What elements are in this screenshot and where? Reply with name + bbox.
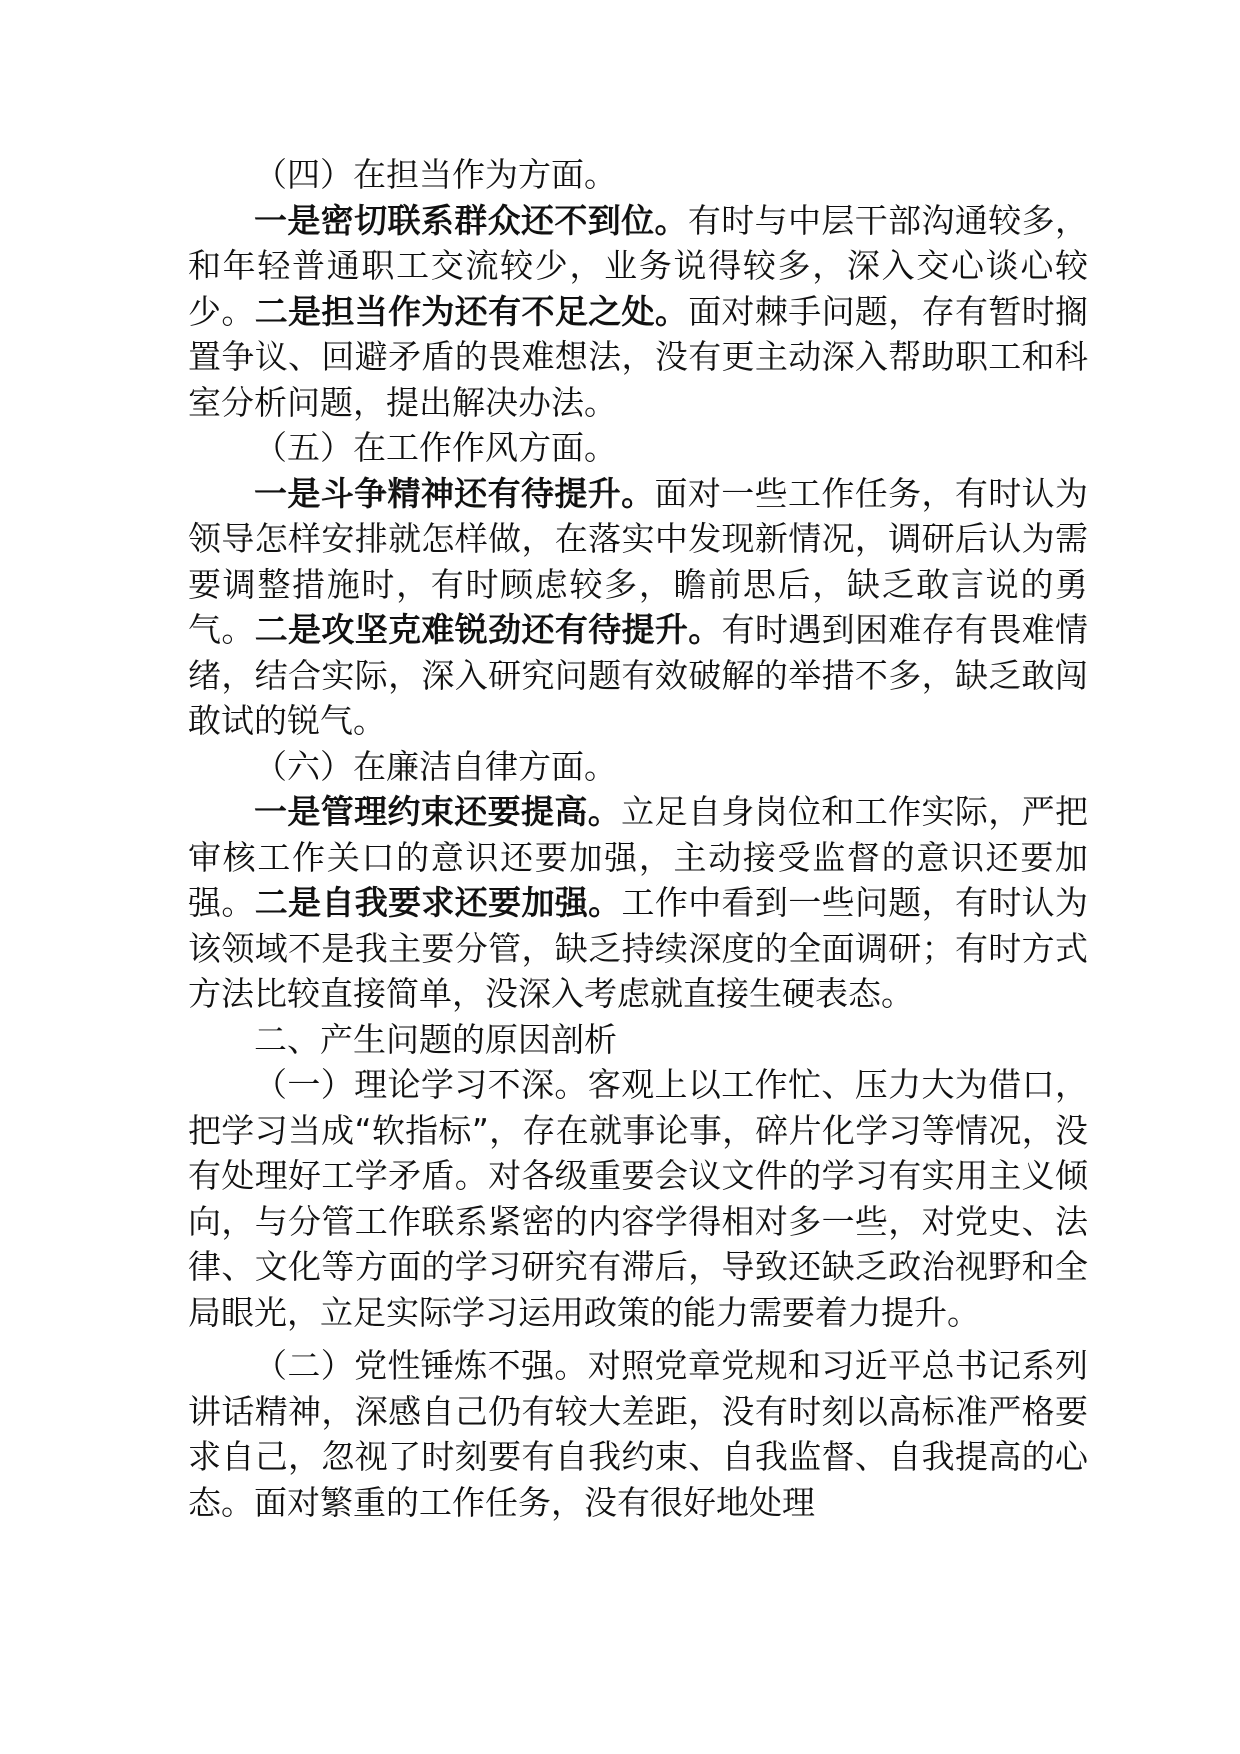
bold-heading-text: 一是密切联系群众还不到位。 bbox=[254, 200, 688, 240]
body-text: 工作中看到一些问题，有时认为该领域不是我主要分管，缺乏持续深度的全面调研；有时方式方法比较直接简单，没深入考虑就直接生硬表态。 bbox=[188, 883, 1089, 1013]
body-text: （四）在担当作为方面。 bbox=[254, 155, 617, 194]
paragraph bbox=[188, 789, 1088, 1017]
body-text: 二、产生问题的原因剖析 bbox=[254, 1019, 617, 1059]
body-text: 有时遇到困难存有畏难情绪，结合实际，深入研究问题有效破解的举措不多，缺乏敢闯敢试的锐气。 bbox=[188, 610, 1089, 740]
paragraph bbox=[188, 471, 1088, 744]
body-text: 有时与中层干部沟通较多，和年轻普通职工交流较少，业务说得较多，深入交心谈心较少。 bbox=[188, 200, 1088, 331]
bold-heading-text: 二是担当作为还有不足之处。 bbox=[254, 291, 689, 331]
document-body bbox=[188, 152, 1088, 1525]
paragraph bbox=[188, 198, 1088, 426]
body-text: 面对棘手问题，存有暂时搁置争议、回避矛盾的畏难想法，没有更主动深入帮助职工和科室分析问题，提出解决办法。 bbox=[188, 291, 1089, 422]
bold-heading-text: 一是斗争精神还有待提升。 bbox=[254, 473, 655, 513]
paragraph bbox=[188, 1343, 1088, 1525]
paragraph bbox=[188, 744, 1088, 790]
body-text: （一）理论学习不深。客观上以工作忙、压力大为借口，把学习当成“软指标”，存在就事论事，碎片化学习等情况，没有处理好工学矛盾。对各级重要会议文件的学习有实用主义倾向，与分管工作联系紧密的内容学得相对多一些，对党史、法律、文化等方面的学习研究有滞后，导致还缺乏政治视野和全局眼光，立足实际学习运用政策的能力需要着力提升。 bbox=[188, 1065, 1088, 1332]
bold-heading-text: 二是自我要求还要加强。 bbox=[254, 883, 622, 922]
body-text: 立足自身岗位和工作实际，严把审核工作关口的意识还要加强，主动接受监督的意识还要加强。 bbox=[188, 792, 1088, 922]
paragraph bbox=[188, 425, 1088, 471]
paragraph bbox=[188, 1062, 1088, 1335]
bold-heading-text: 一是管理约束还要提高。 bbox=[254, 792, 622, 831]
paragraph bbox=[188, 1017, 1088, 1063]
body-text: 面对一些工作任务，有时认为领导怎样安排就怎样做，在落实中发现新情况，调研后认为需要调整措施时，有时顾虑较多，瞻前思后，缺乏敢言说的勇气。 bbox=[188, 473, 1088, 649]
bold-heading-text: 二是攻坚克难锐劲还有待提升。 bbox=[254, 610, 722, 649]
paragraph bbox=[188, 152, 1088, 198]
body-text: （五）在工作作风方面。 bbox=[254, 428, 617, 467]
body-text: （二）党性锤炼不强。对照党章党规和习近平总书记系列讲话精神，深感自己仍有较大差距，没有时刻以高标准严格要求自己，忽视了时刻要有自我约束、自我监督、自我提高的心态。面对繁重的工作任务，没有很好地处理 bbox=[188, 1346, 1088, 1522]
body-text: （六）在廉洁自律方面。 bbox=[254, 746, 617, 786]
